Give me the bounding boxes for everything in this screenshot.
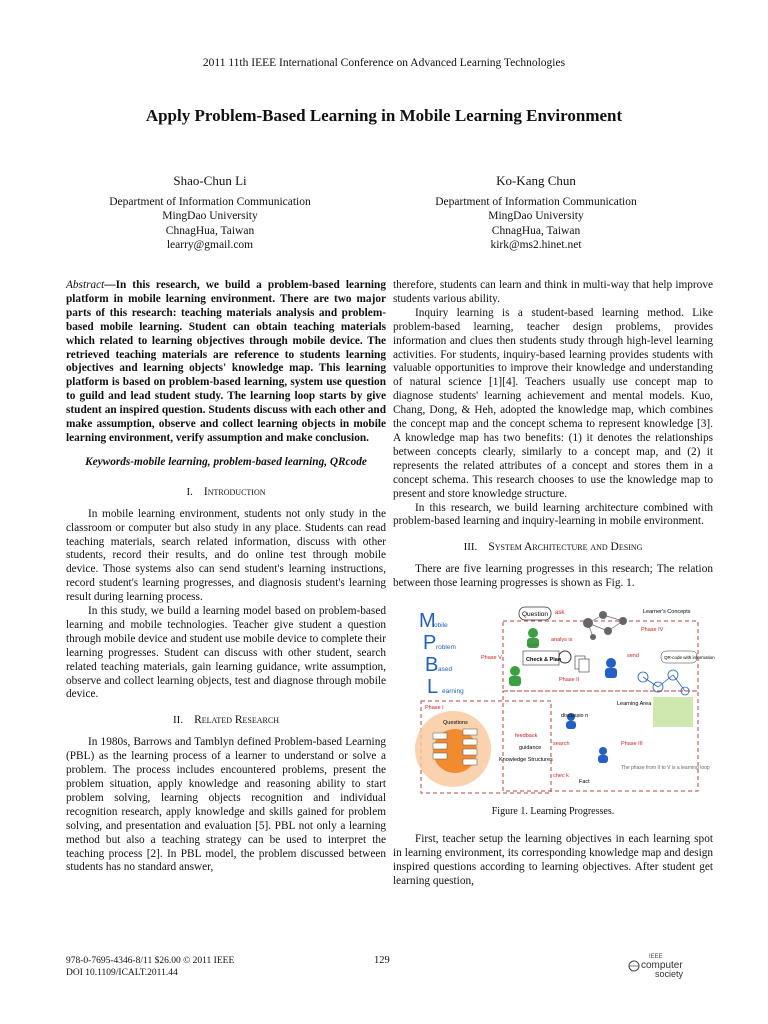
section-heading-system: III. System Architecture and Desing — [463, 541, 643, 554]
mpbl-word: obile — [434, 622, 448, 630]
author-univ: MingDao University — [488, 210, 584, 222]
paragraph: In mobile learning environment, students not only study in the classroom or computer but also study in any place. Students can read teaching materials, search related information, discuss with other students, record their results, and do online test through mobile device. Those systems also can send student's learning instructions, record student's learning progresses, and diagnosis student's learning result during learning process. — [66, 507, 386, 604]
guidance-label: guidance — [519, 745, 542, 752]
author-email: kirk@ms2.hinet.net — [490, 239, 582, 251]
mpbl-letter: P — [423, 632, 437, 655]
author-location: ChnagHua, Taiwan — [491, 224, 581, 237]
author-univ: MingDao University — [162, 210, 258, 222]
conference-header: 2011 11th IEEE International Conference on Advanced Learning Technologies — [202, 57, 566, 69]
paragraph: In 1980s, Barrows and Tamblyn defined Problem-based Learning (PBL) as the learning process of a learner to understand or solve a problem. The process includes encountered problems, present the problem situation, apply knowledge and reasoning ability to start problem solving, learning objects recognition and individual recognition research, apply knowledge and skills gained for problem solving, and presentation and evaluation [5]. PBL not only a learning method but also a teaching strategy can be used to interpret the teaching process [2]. In PBL model, the problem discussed between students has no standard answer, — [66, 736, 386, 874]
loop-label: The phase from II to V is a learning loop — [621, 765, 710, 772]
mpbl-letter: B — [425, 654, 439, 677]
phase3-label: Phase III — [621, 741, 643, 748]
right-column — [393, 279, 713, 889]
footer-doi: DOI 10.1109/ICALT.2011.44 — [66, 968, 178, 978]
author-location: ChnagHua, Taiwan — [165, 224, 255, 237]
send-label: send — [627, 653, 639, 660]
plant-image — [653, 697, 693, 727]
search-label: search — [553, 741, 570, 748]
paragraph: Inquiry learning is a student-based learning method. Like problem-based learning, teacher design problems, provides information and clues then students study through high-level learning activities. For students, inquiry-based learning provides students with valuable opportunities to improve their knowledge and understanding of natural science [1][4]. Teachers usually use concept map to diagnose students' learning achievement and mental models. Kuo, Chang, Dong, & Heh, adopted the knowledge map, which combines the concept map and the concept schema to represent knowledge [3]. A knowledge map has two benefits: (1) it denotes the relationships between concepts clearly, similarly to a concept map, and (2) it represents the related attributes of a concept and stores them in a concept schema. This research chooses to use the knowledge map to present and store knowledge structure. — [393, 306, 713, 500]
paragraph: First, teacher setup the learning objectives in each learning spot in learning environment, its corresponding knowledge map and design inspired questions according to learning objectives. After student get learning question, — [393, 832, 713, 887]
phase5-label: Phase V — [481, 655, 502, 662]
svg-text:IEEE: IEEE — [649, 954, 663, 960]
analysis-label: analys is — [551, 637, 573, 644]
ieee-computer-society-logo — [627, 950, 707, 980]
concepts-label: Learner's Concepts — [643, 609, 691, 616]
abstract-label: Abstract — [66, 279, 105, 291]
questions-label: Questions — [443, 720, 468, 727]
paragraph: In this research, we build learning architecture combined with problem-based learning and inquiry-learning in mobile environment. — [393, 501, 713, 528]
paragraph: There are five learning progresses in this research; The relation between those learning progresses is shown as Fig. 1. — [393, 563, 713, 590]
mpbl-letter: M — [419, 610, 436, 633]
section-heading-intro: I. Introduction — [186, 485, 266, 498]
area-label: Learning Area — [617, 701, 652, 708]
check-k-label: chec k — [553, 773, 569, 780]
phase1-label: Phase I — [425, 705, 444, 712]
figure-learning-progresses — [403, 601, 715, 799]
page-number: 129 — [374, 955, 390, 966]
author-name: Ko-Kang Chun — [496, 173, 576, 188]
check-label: Check & Plan — [526, 657, 562, 664]
svg-text:computer: computer — [641, 960, 683, 971]
paragraph: therefore, students can learn and think in multi-way that help improve students various ability. — [393, 279, 713, 305]
left-column — [66, 279, 386, 875]
ask-label: ask — [555, 610, 565, 617]
section-heading-related: II. Related Research — [173, 714, 279, 727]
author-name: Shao-Chun Li — [173, 173, 247, 188]
phase4-label: Phase IV — [641, 627, 664, 634]
footer-info — [66, 955, 234, 979]
author-block-2 — [376, 174, 696, 253]
mpbl-word: earning — [442, 688, 464, 696]
feedback-label: feedback — [515, 733, 538, 740]
keywords: Keywords-mobile learning, problem-based learning, QRcode — [85, 455, 367, 468]
author-block-1 — [50, 174, 370, 253]
knowledge-label: Knowledge Structures — [499, 757, 553, 764]
qr-label: QR-code with information — [664, 655, 715, 661]
discussion-label: discussio n — [561, 713, 589, 720]
footer-isbn: 978-0-7695-4346-8/11 $26.00 © 2011 IEEE — [66, 956, 235, 966]
question-label: Question — [522, 611, 549, 619]
figure-caption: Figure 1. Learning Progresses. — [491, 806, 615, 818]
fact-label: Fact — [579, 779, 590, 786]
mpbl-word: ased — [438, 666, 453, 674]
abstract-text: —In this research, we build a problem-based learning platform in mobile learning environment. There are two major parts of this research: teaching materials analysis and problem-based mobile learning. Student can obtain teaching materials which related to learning objectives through mobile device. The retrieved teaching materials are reference to students learning objectives and learning objects' knowledge map. This learning platform is based on problem-based learning, system use question to guild and lead student study. The learning loop starts by give student an inspired question. Students discuss with each other and make assumption, observe and collect learning objects in mobile learning environment, verify assumption and make conclusion. — [66, 279, 386, 444]
mpbl-letter: L — [427, 676, 439, 699]
phase2-label: Phase II — [559, 677, 580, 684]
abstract — [66, 279, 386, 446]
paragraph: In this study, we build a learning model based on problem-based learning and mobile technologies. Teacher give student a question through mobile device and student use mobile device to complete their learning progresses. Student can discuss with other student, search related teaching materials, gain learning guidance, write assumption, observe and collect learning objects, test and diagnose through mobile device. — [66, 605, 386, 701]
mpbl-word: roblem — [436, 644, 456, 652]
agent-label: Agent — [527, 642, 538, 648]
author-dept: Department of Information Communication — [435, 195, 637, 208]
paper-title: Apply Problem-Based Learning in Mobile Learning Environment — [145, 106, 623, 125]
author-email: learry@gmail.com — [166, 239, 254, 251]
author-dept: Department of Information Communication — [109, 195, 311, 208]
svg-text:society: society — [655, 969, 684, 979]
